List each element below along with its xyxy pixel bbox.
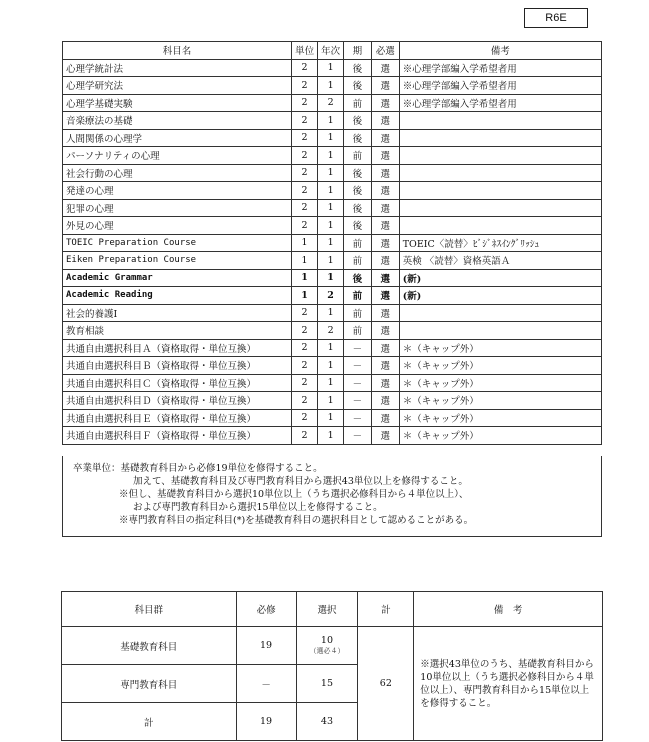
year: 1	[318, 182, 344, 200]
note-line: 加えて、基礎教育科目及び専門教育科目から選択43単位以上を修得すること。	[133, 476, 468, 487]
units: 2	[292, 199, 318, 217]
summary-elective: 43	[296, 703, 358, 741]
units: 2	[292, 59, 318, 77]
year: 2	[318, 287, 344, 305]
summary-elective: 15	[296, 665, 358, 703]
units: 2	[292, 304, 318, 322]
course-name: 心理学統計法	[63, 59, 292, 77]
term: 後	[344, 199, 372, 217]
course-name: 心理学基礎実験	[63, 94, 292, 112]
year: 1	[318, 374, 344, 392]
remark: ※心理学部編入学希望者用	[399, 59, 601, 77]
course-row	[63, 322, 602, 340]
required-elective: 選	[371, 392, 399, 410]
course-name: 共通自由選択科目Ｃ（資格取得・単位互換）	[63, 374, 292, 392]
remark	[399, 322, 601, 340]
remark	[399, 217, 601, 235]
course-row	[63, 374, 602, 392]
summary-group: 基礎教育科目	[62, 627, 237, 665]
course-name: Academic Grammar	[63, 269, 292, 287]
course-name: パーソナリティの心理	[63, 147, 292, 165]
course-row	[63, 357, 602, 375]
course-row	[63, 199, 602, 217]
year: 1	[318, 427, 344, 445]
course-row	[63, 392, 602, 410]
year: 1	[318, 234, 344, 252]
term: －	[344, 339, 372, 357]
summary-required: 19	[236, 703, 296, 741]
year: 1	[318, 129, 344, 147]
term: 前	[344, 252, 372, 270]
required-elective: 選	[371, 77, 399, 95]
header-units: 単位	[292, 42, 318, 60]
year: 1	[318, 392, 344, 410]
units: 1	[292, 287, 318, 305]
required-elective: 選	[371, 217, 399, 235]
year: 1	[318, 357, 344, 375]
units: 2	[292, 322, 318, 340]
course-row	[63, 77, 602, 95]
summary-group: 計	[62, 703, 237, 741]
course-row	[63, 409, 602, 427]
course-name: 共通自由選択科目Ｄ（資格取得・単位互換）	[63, 392, 292, 410]
remark: ＊（キャップ外）	[399, 409, 601, 427]
term: －	[344, 392, 372, 410]
course-row	[63, 252, 602, 270]
course-name: 発達の心理	[63, 182, 292, 200]
term: －	[344, 427, 372, 445]
term: 後	[344, 129, 372, 147]
course-row	[63, 164, 602, 182]
required-elective: 選	[371, 234, 399, 252]
course-row	[63, 59, 602, 77]
required-elective: 選	[371, 409, 399, 427]
remark: ＊（キャップ外）	[399, 427, 601, 445]
year: 1	[318, 269, 344, 287]
course-row	[63, 339, 602, 357]
required-elective: 選	[371, 94, 399, 112]
summary-header	[62, 592, 603, 627]
remark: ＊（キャップ外）	[399, 339, 601, 357]
required-elective: 選	[371, 427, 399, 445]
note-line: および専門教育科目から選択15単位以上を修得すること。	[133, 502, 383, 513]
course-row	[63, 147, 602, 165]
course-name: 共通自由選択科目Ｂ（資格取得・単位互換）	[63, 357, 292, 375]
term: 後	[344, 112, 372, 130]
required-elective: 選	[371, 374, 399, 392]
course-name: 社会行動の心理	[63, 164, 292, 182]
year: 1	[318, 164, 344, 182]
term: 前	[344, 287, 372, 305]
term: 後	[344, 164, 372, 182]
required-elective: 選	[371, 357, 399, 375]
remark: ＊（キャップ外）	[399, 374, 601, 392]
course-name: 外見の心理	[63, 217, 292, 235]
course-table-header	[63, 42, 602, 60]
year: 1	[318, 409, 344, 427]
note-line: 卒業単位：基礎教育科目から必修19単位を修得すること。	[73, 463, 323, 474]
units: 2	[292, 147, 318, 165]
course-name: 共通自由選択科目Ａ（資格取得・単位互換）	[63, 339, 292, 357]
remark	[399, 129, 601, 147]
course-row	[63, 217, 602, 235]
term: 前	[344, 147, 372, 165]
course-row	[63, 269, 602, 287]
units: 2	[292, 217, 318, 235]
required-elective: 選	[371, 182, 399, 200]
units: 2	[292, 77, 318, 95]
summary-group: 専門教育科目	[62, 665, 237, 703]
remark: ※心理学部編入学希望者用	[399, 77, 601, 95]
required-elective: 選	[371, 322, 399, 340]
required-elective: 選	[371, 269, 399, 287]
units: 2	[292, 409, 318, 427]
remark	[399, 182, 601, 200]
required-elective: 選	[371, 339, 399, 357]
units: 2	[292, 129, 318, 147]
year: 1	[318, 339, 344, 357]
summary-header-elective: 選択	[296, 592, 358, 627]
summary-elective-value: 10	[320, 635, 333, 646]
summary-required: 19	[236, 627, 296, 665]
year: 1	[318, 199, 344, 217]
document-code: R6E	[524, 8, 588, 28]
course-name: 心理学研究法	[63, 77, 292, 95]
summary-total: 62	[358, 627, 414, 741]
course-row	[63, 427, 602, 445]
year: 1	[318, 252, 344, 270]
year: 1	[318, 59, 344, 77]
required-elective: 選	[371, 129, 399, 147]
remark: TOEIC〈読替〉ﾋﾞｼﾞﾈｽｲﾝｸﾞﾘｯｼｭ	[399, 234, 601, 252]
summary-required: －	[236, 665, 296, 703]
required-elective: 選	[371, 147, 399, 165]
header-year: 年次	[318, 42, 344, 60]
summary-header-remarks: 備 考	[414, 592, 603, 627]
units: 2	[292, 164, 318, 182]
units: 2	[292, 357, 318, 375]
remark: 英検 〈読替〉資格英語Ａ	[399, 252, 601, 270]
term: 前	[344, 322, 372, 340]
required-elective: 選	[371, 199, 399, 217]
units: 2	[292, 392, 318, 410]
header-remarks: 備考	[399, 42, 601, 60]
summary-remark: ※選択43単位のうち、基礎教育科目から10単位以上（うち選択必修科目から４単位以上）、専門教育科目から15単位以上を修得すること。	[414, 627, 603, 741]
units: 1	[292, 234, 318, 252]
term: －	[344, 357, 372, 375]
remark: (新)	[399, 287, 601, 305]
course-row	[63, 234, 602, 252]
remark	[399, 304, 601, 322]
course-row	[63, 112, 602, 130]
course-name: 人間関係の心理学	[63, 129, 292, 147]
summary-header-total: 計	[358, 592, 414, 627]
course-name: 音楽療法の基礎	[63, 112, 292, 130]
units: 2	[292, 182, 318, 200]
units: 2	[292, 112, 318, 130]
course-row	[63, 287, 602, 305]
term: 前	[344, 234, 372, 252]
term: 後	[344, 59, 372, 77]
summary-header-group: 科目群	[62, 592, 237, 627]
remark	[399, 112, 601, 130]
remark	[399, 199, 601, 217]
year: 1	[318, 77, 344, 95]
required-elective: 選	[371, 164, 399, 182]
course-name: Academic Reading	[63, 287, 292, 305]
header-required: 必選	[371, 42, 399, 60]
header-course-name: 科目名	[63, 42, 292, 60]
course-name: TOEIC Preparation Course	[63, 234, 292, 252]
term: －	[344, 409, 372, 427]
course-row	[63, 129, 602, 147]
course-row	[63, 182, 602, 200]
term: 後	[344, 77, 372, 95]
summary-table	[61, 591, 603, 741]
remark: (新)	[399, 269, 601, 287]
required-elective: 選	[371, 112, 399, 130]
year: 2	[318, 322, 344, 340]
year: 2	[318, 94, 344, 112]
note-line: ※専門教育科目の指定科目(*)を基礎教育科目の選択科目として認めることがある。	[119, 515, 474, 526]
required-elective: 選	[371, 59, 399, 77]
term: 前	[344, 304, 372, 322]
units: 2	[292, 339, 318, 357]
course-name: 共通自由選択科目Ｅ（資格取得・単位互換）	[63, 409, 292, 427]
term: 後	[344, 182, 372, 200]
term: 後	[344, 217, 372, 235]
course-table	[62, 41, 602, 445]
units: 2	[292, 374, 318, 392]
remark: ＊（キャップ外）	[399, 357, 601, 375]
remark	[399, 164, 601, 182]
year: 1	[318, 112, 344, 130]
note-line: ※但し、基礎教育科目から選択10単位以上（うち選択必修科目から４単位以上）、	[119, 489, 469, 500]
units: 2	[292, 94, 318, 112]
required-elective: 選	[371, 287, 399, 305]
summary-row	[62, 627, 603, 665]
year: 1	[318, 304, 344, 322]
summary-elective	[296, 627, 358, 665]
units: 2	[292, 427, 318, 445]
remark	[399, 147, 601, 165]
term: 前	[344, 94, 372, 112]
course-row	[63, 304, 602, 322]
term: 後	[344, 269, 372, 287]
term: －	[344, 374, 372, 392]
course-name: 犯罪の心理	[63, 199, 292, 217]
header-term: 期	[344, 42, 372, 60]
course-name: Eiken Preparation Course	[63, 252, 292, 270]
course-name: 教育相談	[63, 322, 292, 340]
required-elective: 選	[371, 304, 399, 322]
course-row	[63, 94, 602, 112]
remark: ＊（キャップ外）	[399, 392, 601, 410]
year: 1	[318, 147, 344, 165]
units: 1	[292, 269, 318, 287]
summary-header-required: 必修	[236, 592, 296, 627]
summary-elective-note: （選必４）	[309, 647, 345, 655]
units: 1	[292, 252, 318, 270]
course-name: 社会的養護Ⅰ	[63, 304, 292, 322]
year: 1	[318, 217, 344, 235]
required-elective: 選	[371, 252, 399, 270]
graduation-notes	[62, 456, 602, 537]
course-name: 共通自由選択科目Ｆ（資格取得・単位互換）	[63, 427, 292, 445]
remark: ※心理学部編入学希望者用	[399, 94, 601, 112]
